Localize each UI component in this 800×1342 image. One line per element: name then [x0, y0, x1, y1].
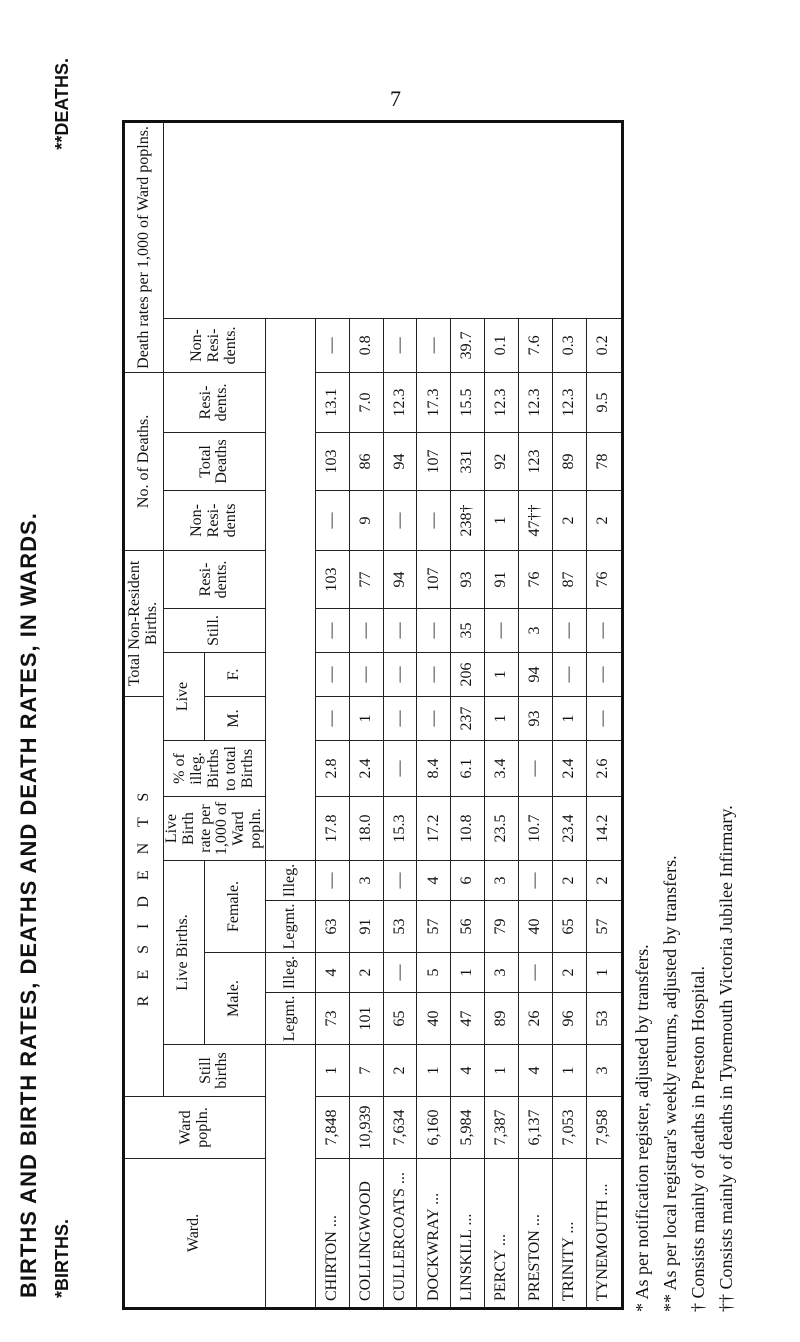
header-dr-residents: Resi-dents.	[164, 372, 266, 432]
cell-d-res: 91	[485, 550, 519, 608]
cell-female-legmt: 53	[383, 901, 417, 953]
cell-dr-nonres: —	[417, 318, 451, 372]
header-ward: Ward.	[124, 1159, 266, 1309]
header-live-birth-rate: Live Birth rate per 1,000 of Ward popln.	[164, 797, 266, 861]
cell-male-illeg: 2	[553, 953, 587, 993]
cell-male-illeg: —	[519, 953, 553, 993]
header-nr-still: Still.	[164, 608, 266, 652]
header-dr-non-residents: Non-Resi-dents.	[164, 318, 266, 372]
cell-female-legmt: 40	[519, 901, 553, 953]
cell-nr-m: —	[315, 696, 349, 740]
header-female: Female.	[204, 861, 265, 953]
cell-male-illeg: 1	[451, 953, 485, 993]
cell-birth-rate: 14.2	[586, 797, 622, 861]
header-non-resident-births: Total Non-Resident Births.	[124, 550, 164, 696]
cell-d-total: 123	[519, 432, 553, 490]
cell-female-legmt: 63	[315, 901, 349, 953]
cell-d-res: 103	[315, 550, 349, 608]
table-row	[383, 122, 417, 1309]
cell-popln: 10,939	[349, 1097, 383, 1159]
cell-ward: TYNEMOUTH ...	[586, 1159, 622, 1309]
header-total-deaths: Total Deaths	[164, 432, 266, 490]
cell-male-legmt: 89	[485, 993, 519, 1045]
cell-birth-rate: 17.2	[417, 797, 451, 861]
cell-dr-nonres: 0.1	[485, 318, 519, 372]
cell-female-illeg: —	[383, 861, 417, 901]
header-residents: R E S I D E N T S	[124, 696, 164, 1096]
cell-birth-rate: 18.0	[349, 797, 383, 861]
cell-nr-m: 1	[349, 696, 383, 740]
cell-male-illeg: 5	[417, 953, 451, 993]
header-live-births: Live Births.	[164, 861, 205, 1045]
cell-d-total: 78	[586, 432, 622, 490]
cell-nr-still: 35	[451, 608, 485, 652]
cell-still: 7	[349, 1045, 383, 1097]
cell-popln: 7,053	[553, 1097, 587, 1159]
cell-pct-illeg: —	[383, 741, 417, 797]
cell-dr-nonres: 39.7	[451, 318, 485, 372]
page-number: 7	[390, 86, 401, 111]
cell-nr-f: 206	[451, 652, 485, 696]
header-male: Male.	[204, 953, 265, 1045]
header-nr-f: F.	[204, 652, 265, 696]
cell-still: 4	[519, 1045, 553, 1097]
cell-dr-nonres: —	[315, 318, 349, 372]
header-female-illeg: Illeg.	[265, 861, 315, 901]
cell-dr-res: 12.3	[553, 372, 587, 432]
table-row	[349, 122, 383, 1309]
cell-still: 2	[383, 1045, 417, 1097]
cell-birth-rate: 23.4	[553, 797, 587, 861]
header-male-illeg: Illeg.	[265, 953, 315, 993]
cell-still: 1	[315, 1045, 349, 1097]
cell-dr-res: 9.5	[586, 372, 622, 432]
cell-still: 4	[451, 1045, 485, 1097]
cell-nr-m: 237	[451, 696, 485, 740]
cell-ward: DOCKWRAY ...	[417, 1159, 451, 1309]
cell-d-total: 92	[485, 432, 519, 490]
table-row	[485, 122, 519, 1309]
footnotes	[628, 805, 740, 1312]
cell-birth-rate: 10.8	[451, 797, 485, 861]
header-pct-illeg: % of illeg. Births to total Births	[164, 741, 266, 797]
header-still-births: Still births	[164, 1045, 266, 1097]
cell-dr-res: 7.0	[349, 372, 383, 432]
cell-ward: CHIRTON ...	[315, 1159, 349, 1309]
cell-nr-still: —	[417, 608, 451, 652]
cell-dr-res: 12.3	[383, 372, 417, 432]
cell-dr-res: 15.5	[451, 372, 485, 432]
cell-nr-m: 1	[553, 696, 587, 740]
cell-nr-f: —	[553, 652, 587, 696]
cell-d-nonres: 9	[349, 490, 383, 550]
cell-male-legmt: 26	[519, 993, 553, 1045]
cell-dr-res: 12.3	[485, 372, 519, 432]
cell-female-illeg: 3	[349, 861, 383, 901]
cell-nr-f: —	[417, 652, 451, 696]
cell-d-res: 87	[553, 550, 587, 608]
cell-d-total: 86	[349, 432, 383, 490]
cell-male-legmt: 101	[349, 993, 383, 1045]
cell-nr-m: —	[383, 696, 417, 740]
cell-nr-m: 1	[485, 696, 519, 740]
cell-d-nonres: 1	[485, 490, 519, 550]
cell-pct-illeg: 8.4	[417, 741, 451, 797]
cell-still: 1	[417, 1045, 451, 1097]
cell-ward: CULLERCOATS ...	[383, 1159, 417, 1309]
cell-popln: 7,848	[315, 1097, 349, 1159]
deaths-subtitle: **DEATHS.	[52, 58, 72, 150]
cell-pct-illeg: 3.4	[485, 741, 519, 797]
cell-nr-still: —	[586, 608, 622, 652]
footnote-2: ** As per local registrar's weekly returns, adjusted by transfers.	[660, 855, 680, 1312]
cell-d-nonres: —	[315, 490, 349, 550]
cell-female-illeg: 3	[485, 861, 519, 901]
cell-male-legmt: 40	[417, 993, 451, 1045]
births-subtitle: *BIRTHS.	[52, 1218, 72, 1298]
cell-female-illeg: 2	[553, 861, 587, 901]
cell-d-total: 89	[553, 432, 587, 490]
cell-nr-still: —	[349, 608, 383, 652]
cell-nr-still: —	[553, 608, 587, 652]
cell-dr-res: 12.3	[519, 372, 553, 432]
cell-male-illeg: 3	[485, 953, 519, 993]
cell-nr-still: 3	[519, 608, 553, 652]
cell-female-legmt: 65	[553, 901, 587, 953]
cell-pct-illeg: 2.8	[315, 741, 349, 797]
cell-ward: TRINITY ...	[553, 1159, 587, 1309]
cell-ward: COLLINGWOOD	[349, 1159, 383, 1309]
cell-d-res: 107	[417, 550, 451, 608]
cell-nr-f: 1	[485, 652, 519, 696]
cell-birth-rate: 15.3	[383, 797, 417, 861]
cell-d-nonres: 238†	[451, 490, 485, 550]
footnote-3: † Consists mainly of deaths in Preston Hospital.	[688, 966, 708, 1312]
cell-dr-res: 17.3	[417, 372, 451, 432]
table-row	[315, 122, 349, 1309]
cell-d-total: 94	[383, 432, 417, 490]
page-title: BIRTHS AND BIRTH RATES, DEATHS AND DEATH RATES, IN WARDS.	[16, 512, 41, 1298]
cell-d-res: 77	[349, 550, 383, 608]
header-nr-m: M.	[204, 696, 265, 740]
cell-popln: 7,634	[383, 1097, 417, 1159]
cell-pct-illeg: —	[519, 741, 553, 797]
header-deaths-non-residents: Non-Resi-dents	[164, 490, 266, 550]
cell-still: 1	[553, 1045, 587, 1097]
header-female-legmt: Legmt.	[265, 901, 315, 953]
cell-nr-still: —	[383, 608, 417, 652]
cell-d-res: 93	[451, 550, 485, 608]
cell-d-nonres: —	[417, 490, 451, 550]
cell-popln: 6,137	[519, 1097, 553, 1159]
cell-still: 3	[586, 1045, 622, 1097]
header-male-legmt: Legmt.	[265, 993, 315, 1045]
footnote-1: * As per notification register, adjusted by transfers.	[632, 944, 652, 1312]
cell-popln: 7,387	[485, 1097, 519, 1159]
cell-dr-nonres: 0.3	[553, 318, 587, 372]
cell-pct-illeg: 6.1	[451, 741, 485, 797]
header-no-of-deaths: No. of Deaths.	[124, 372, 164, 550]
cell-dr-nonres: 7.6	[519, 318, 553, 372]
cell-nr-m: —	[586, 696, 622, 740]
header-nr-live: Live	[164, 652, 205, 740]
cell-female-illeg: 6	[451, 861, 485, 901]
cell-d-total: 107	[417, 432, 451, 490]
cell-female-legmt: 56	[451, 901, 485, 953]
header-ward-popln: Ward popln.	[124, 1097, 266, 1159]
cell-male-illeg: 2	[349, 953, 383, 993]
cell-male-legmt: 53	[586, 993, 622, 1045]
cell-birth-rate: 23.5	[485, 797, 519, 861]
cell-dr-nonres: 0.2	[586, 318, 622, 372]
cell-male-illeg: —	[383, 953, 417, 993]
cell-d-total: 103	[315, 432, 349, 490]
cell-female-illeg: 4	[417, 861, 451, 901]
cell-female-illeg: —	[315, 861, 349, 901]
cell-nr-f: 94	[519, 652, 553, 696]
cell-birth-rate: 10.7	[519, 797, 553, 861]
table-row	[519, 122, 553, 1309]
cell-d-total: 331	[451, 432, 485, 490]
table-row	[586, 122, 622, 1309]
cell-female-legmt: 57	[586, 901, 622, 953]
cell-nr-still: —	[485, 608, 519, 652]
cell-male-legmt: 47	[451, 993, 485, 1045]
cell-nr-f: —	[315, 652, 349, 696]
cell-female-legmt: 91	[349, 901, 383, 953]
cell-nr-f: —	[383, 652, 417, 696]
cell-pct-illeg: 2.4	[349, 741, 383, 797]
cell-popln: 5,984	[451, 1097, 485, 1159]
cell-male-legmt: 65	[383, 993, 417, 1045]
cell-d-nonres: 2	[553, 490, 587, 550]
cell-nr-f: —	[349, 652, 383, 696]
cell-pct-illeg: 2.6	[586, 741, 622, 797]
table-body	[315, 122, 622, 1309]
cell-ward: LINSKILL ...	[451, 1159, 485, 1309]
cell-dr-nonres: 0.8	[349, 318, 383, 372]
cell-d-res: 76	[586, 550, 622, 608]
cell-popln: 7,958	[586, 1097, 622, 1159]
table-row	[417, 122, 451, 1309]
cell-male-illeg: 4	[315, 953, 349, 993]
header-deaths-residents: Resi-dents.	[164, 550, 266, 608]
cell-dr-nonres: —	[383, 318, 417, 372]
table-row	[451, 122, 485, 1309]
cell-still: 1	[485, 1045, 519, 1097]
header-death-rates: Death rates per 1,000 of Ward poplns.	[124, 122, 164, 373]
cell-birth-rate: 17.8	[315, 797, 349, 861]
cell-female-illeg: —	[519, 861, 553, 901]
header-spacer-left	[265, 1045, 315, 1309]
cell-male-legmt: 96	[553, 993, 587, 1045]
cell-d-nonres: 47††	[519, 490, 553, 550]
cell-popln: 6,160	[417, 1097, 451, 1159]
cell-d-nonres: 2	[586, 490, 622, 550]
cell-male-illeg: 1	[586, 953, 622, 993]
cell-ward: PERCY ...	[485, 1159, 519, 1309]
table-row	[553, 122, 587, 1309]
cell-d-nonres: —	[383, 490, 417, 550]
cell-male-legmt: 73	[315, 993, 349, 1045]
cell-nr-f: —	[586, 652, 622, 696]
cell-female-illeg: 2	[586, 861, 622, 901]
cell-female-legmt: 79	[485, 901, 519, 953]
cell-nr-m: 93	[519, 696, 553, 740]
cell-female-legmt: 57	[417, 901, 451, 953]
rates-table-container	[122, 120, 622, 1310]
cell-dr-res: 13.1	[315, 372, 349, 432]
footnote-4: †† Consists mainly of deaths in Tynemouth Victoria Jubilee Infirmary.	[716, 805, 736, 1312]
cell-ward: PRESTON ...	[519, 1159, 553, 1309]
header-spacer-right	[265, 318, 315, 860]
rates-table	[122, 120, 624, 1310]
cell-d-res: 76	[519, 550, 553, 608]
cell-nr-still: —	[315, 608, 349, 652]
subtitle-row	[52, 58, 73, 1298]
cell-d-res: 94	[383, 550, 417, 608]
cell-pct-illeg: 2.4	[553, 741, 587, 797]
cell-nr-m: —	[417, 696, 451, 740]
